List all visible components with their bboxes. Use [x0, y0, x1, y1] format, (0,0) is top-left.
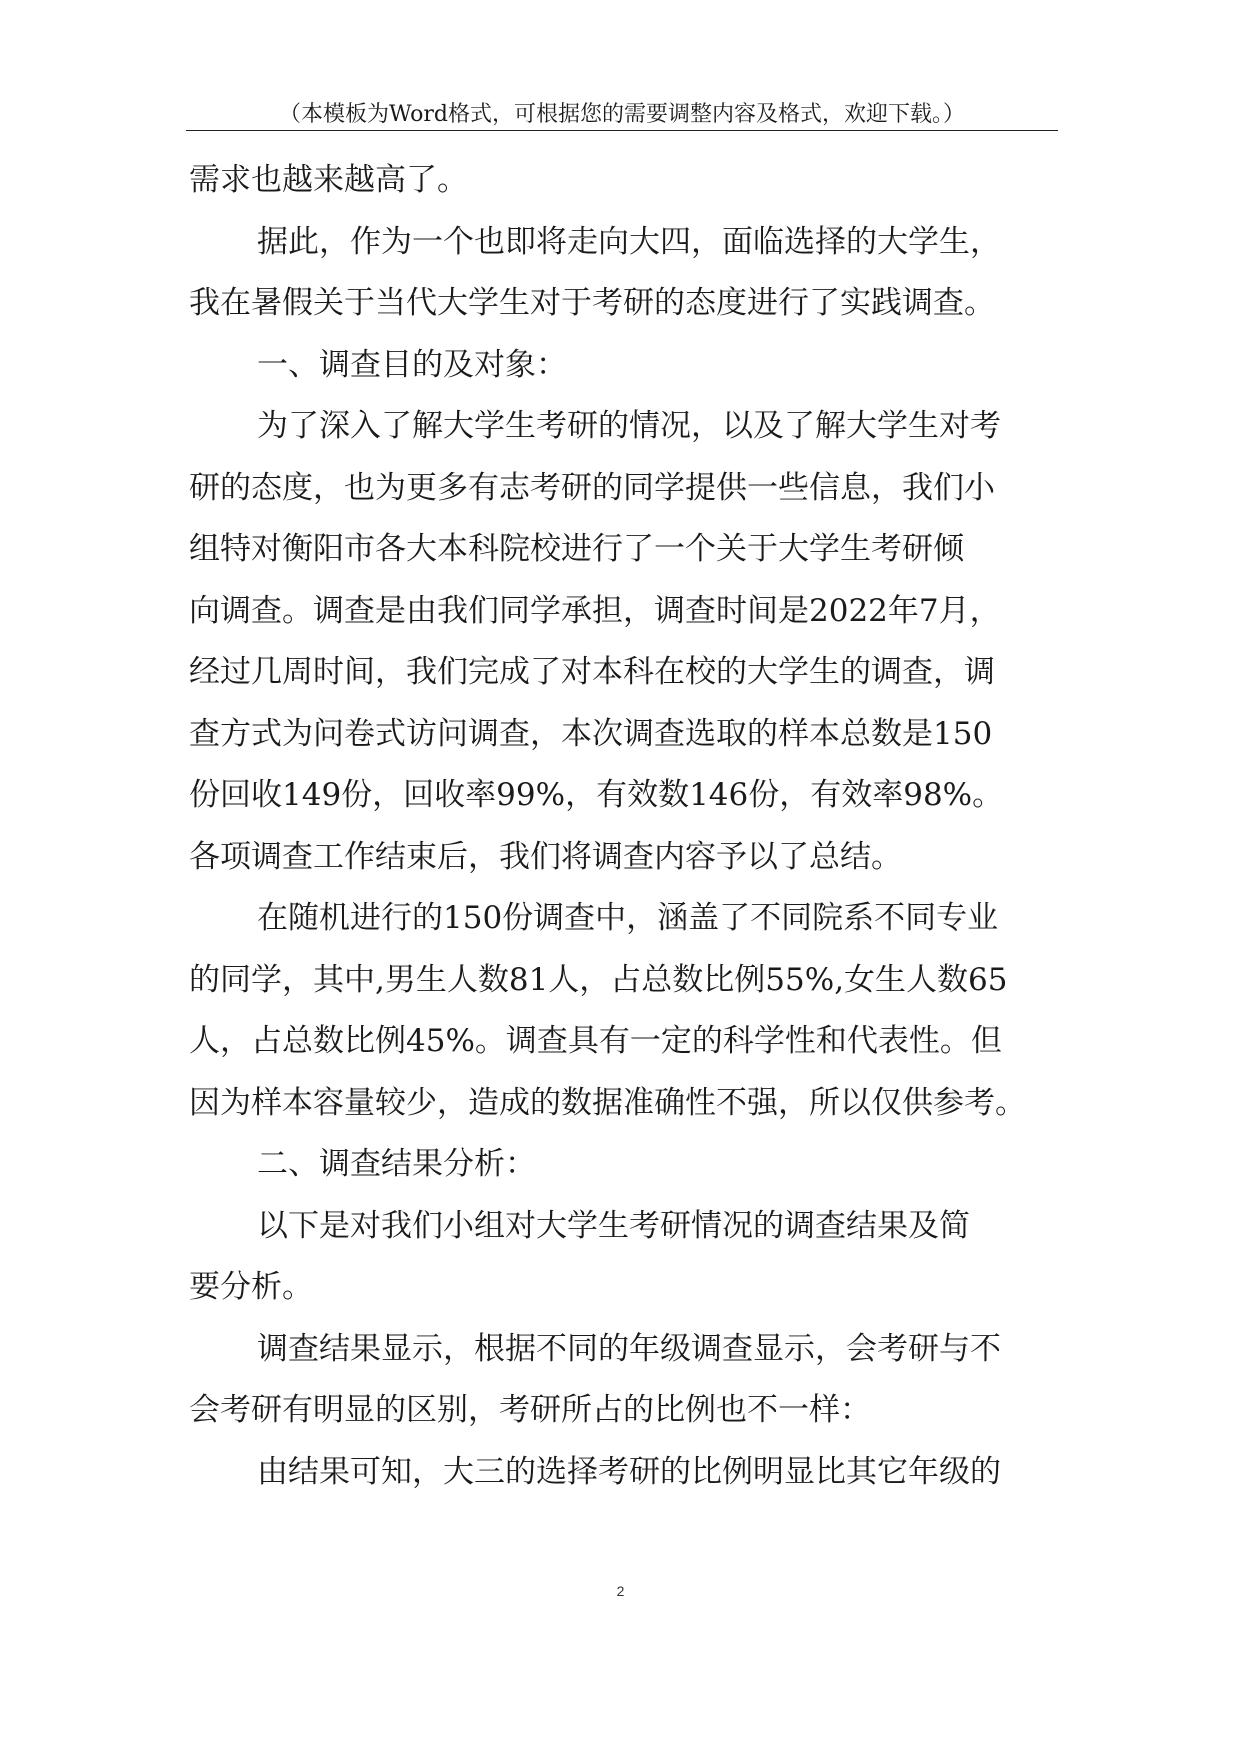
header-divider	[186, 130, 1058, 131]
paragraph-line: 因为样本容量较少，造成的数据准确性不强，所以仅供参考。	[189, 1084, 1026, 1121]
paragraph-line: 经过几周时间，我们完成了对本科在校的大学生的调查，调	[189, 654, 995, 690]
paragraph-line: 要分析。	[189, 1269, 313, 1305]
paragraph-line: 在随机进行的150份调查中，涵盖了不同院系不同专业	[257, 900, 999, 936]
paragraph-line: 我在暑假关于当代大学生对于考研的态度进行了实践调查。	[189, 285, 995, 321]
paragraph-line: 各项调查工作结束后，我们将调查内容予以了总结。	[189, 838, 902, 875]
paragraph-line: 为了深入了解大学生考研的情况，以及了解大学生对考	[257, 408, 1001, 444]
paragraph-line: 的同学，其中,男生人数81人，占总数比例55%,女生人数65	[189, 961, 1008, 998]
page-number: 2	[616, 1583, 625, 1599]
paragraph-line: 组特对衡阳市各大本科院校进行了一个关于大学生考研倾	[189, 531, 964, 567]
paragraph-line: 调查结果显示，根据不同的年级调查显示，会考研与不	[257, 1330, 1001, 1367]
section-heading: 二、调查结果分析：	[257, 1146, 536, 1182]
paragraph-line: 查方式为问卷式访问调查，本次调查选取的样本总数是150	[189, 715, 993, 752]
paragraph-line: 由结果可知，大三的选择考研的比例明显比其它年级的	[257, 1453, 1001, 1490]
paragraph-line: 会考研有明显的区别，考研所占的比例也不一样：	[189, 1392, 871, 1428]
document-body	[189, 150, 1059, 1503]
paragraph-line: 份回收149份，回收率99%，有效数146份，有效率98%。	[189, 777, 1004, 813]
paragraph-line: 需求也越来越高了。	[189, 162, 468, 198]
paragraph-line: 以下是对我们小组对大学生考研情况的调查结果及简	[257, 1207, 970, 1244]
paragraph-line: 研的态度，也为更多有志考研的同学提供一些信息，我们小	[189, 469, 995, 506]
page-header: （本模板为Word格式，可根据您的需要调整内容及格式，欢迎下载。）	[279, 102, 965, 127]
paragraph-line: 人，占总数比例45%。调查具有一定的科学性和代表性。但	[189, 1023, 1002, 1059]
section-heading: 一、调查目的及对象：	[257, 346, 567, 383]
paragraph-line: 向调查。调查是由我们同学承担，调查时间是2022年7月，	[189, 592, 1001, 629]
paragraph-line: 据此，作为一个也即将走向大四，面临选择的大学生，	[257, 223, 1001, 260]
